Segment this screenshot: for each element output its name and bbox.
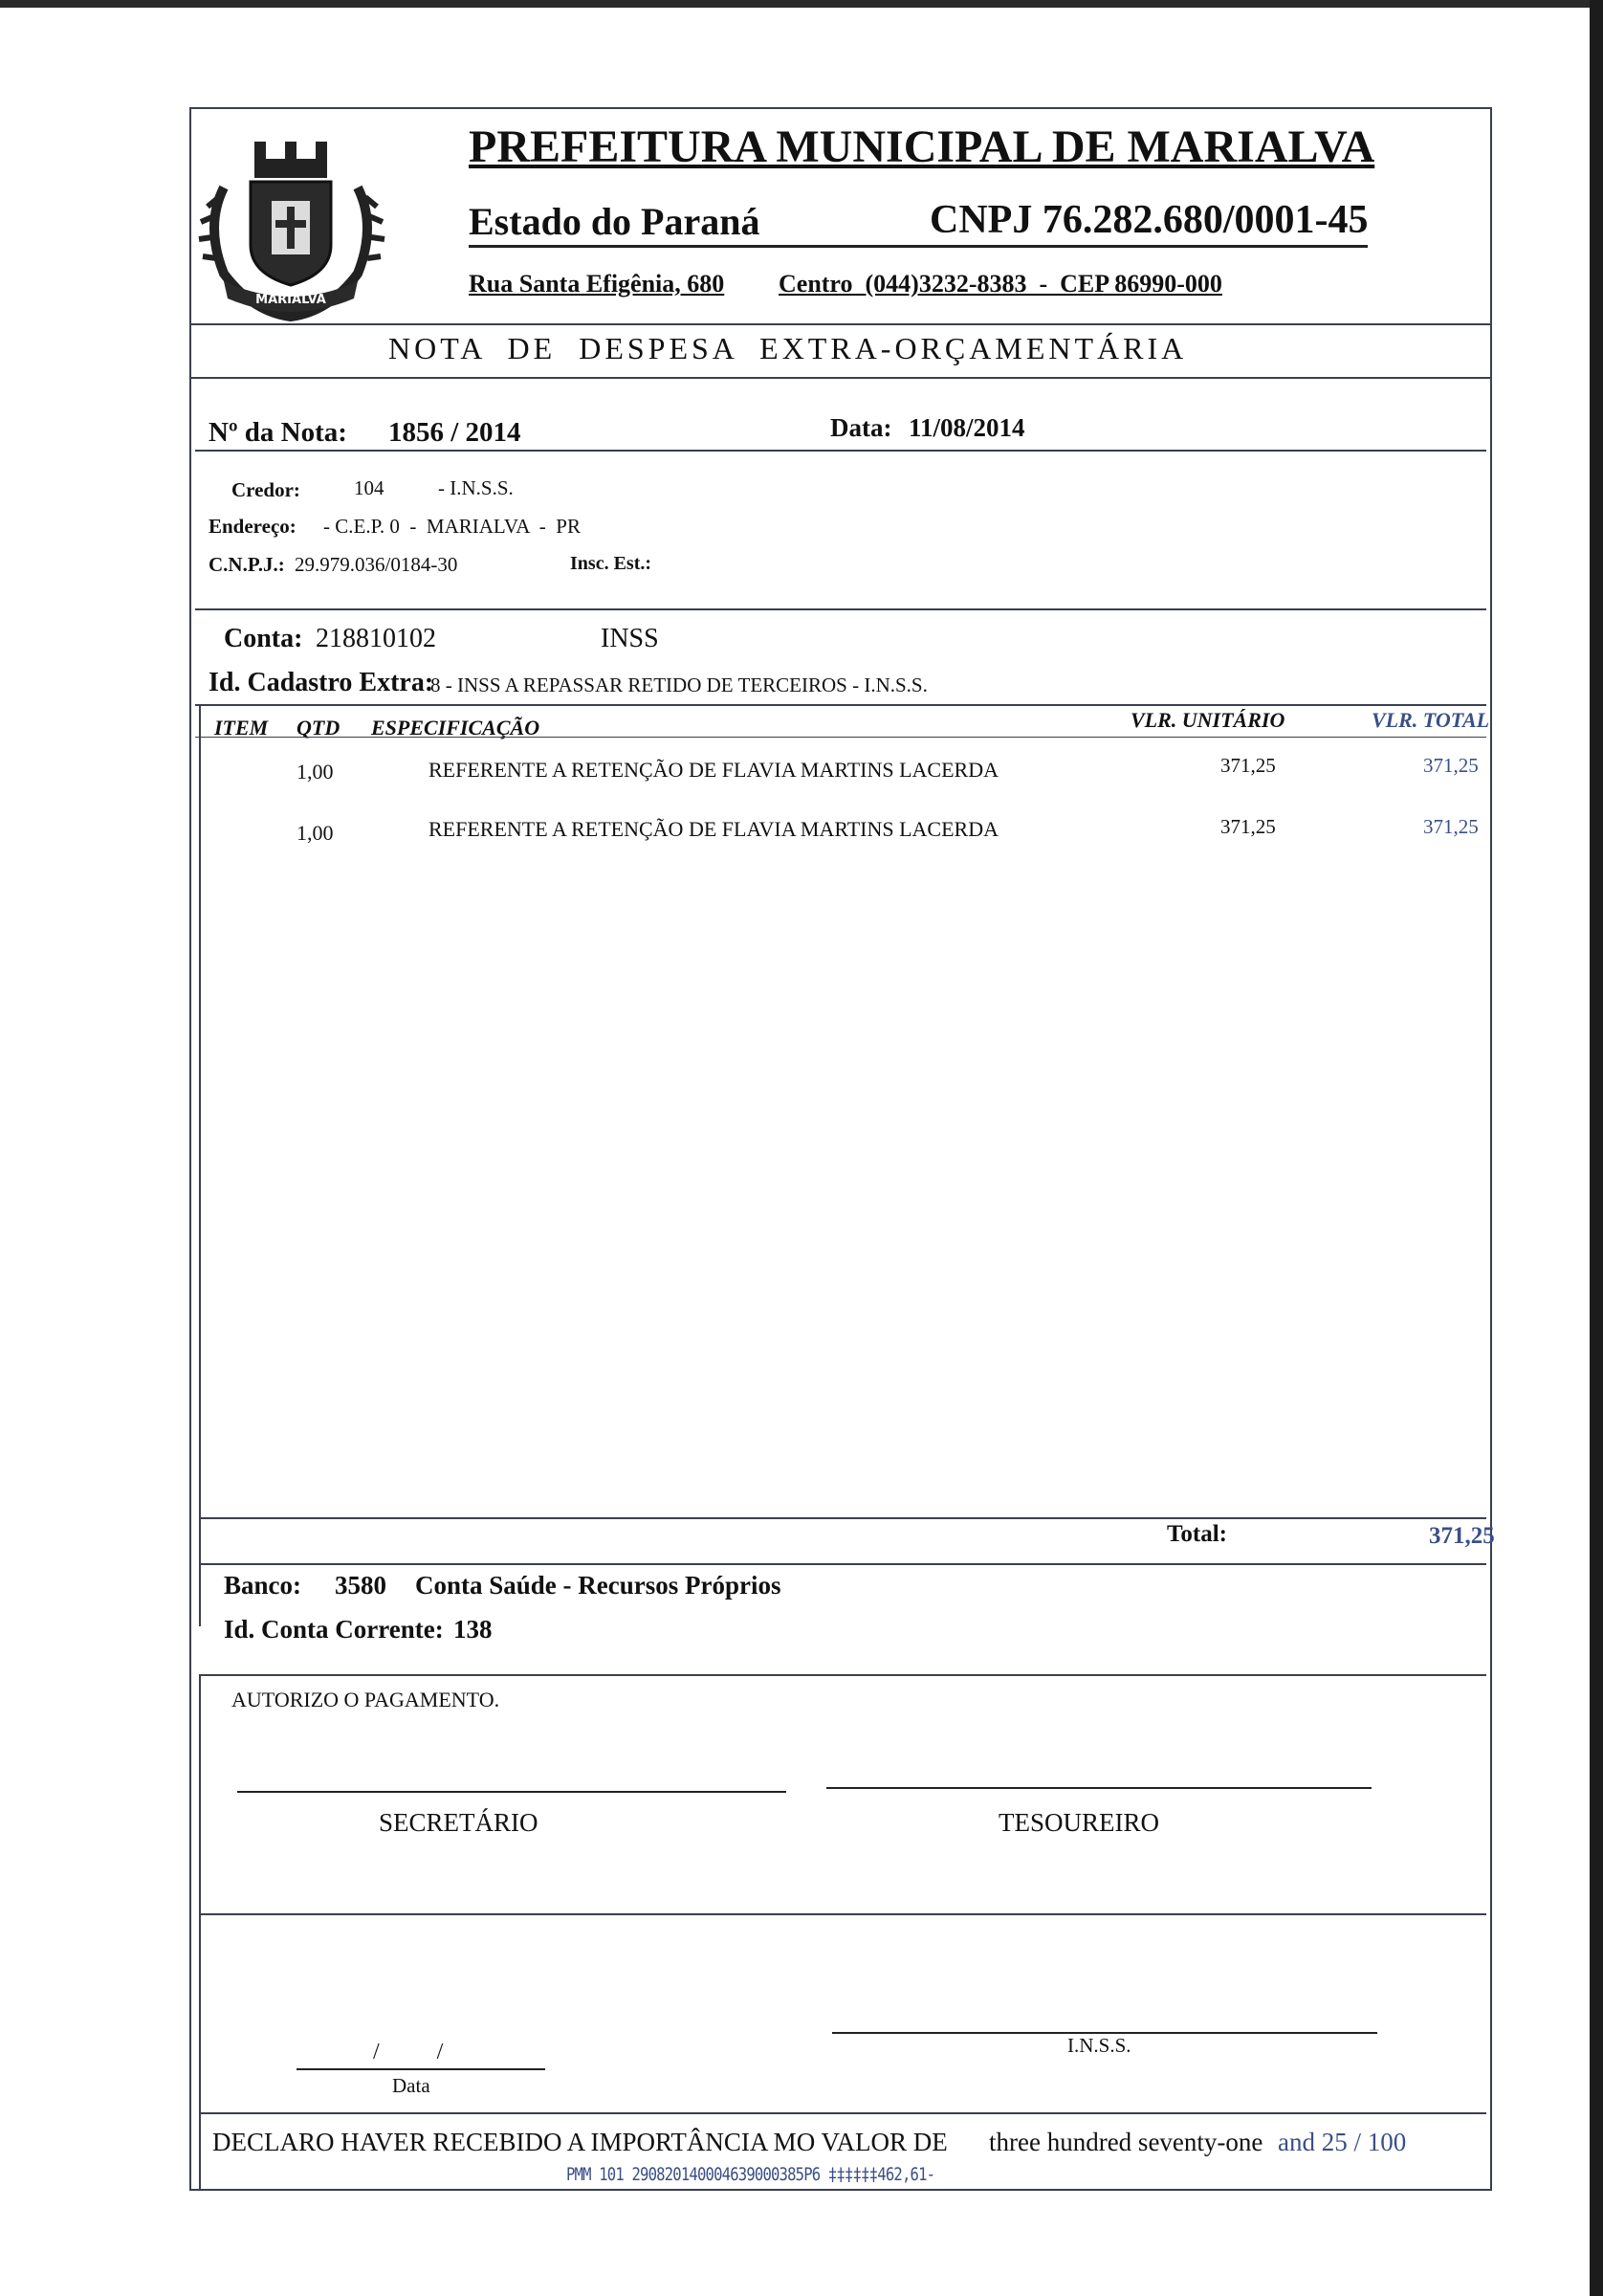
divider-note (195, 450, 1486, 452)
secretario-label: SECRETÁRIO (379, 1808, 538, 1837)
total-value: 371,25 (1429, 1523, 1495, 1549)
header-underline (469, 245, 1368, 248)
row-spec: REFERENTE A RETENÇÃO DE FLAVIA MARTINS LACERDA (428, 758, 999, 782)
address-contact: Centro (044)3232-8383 - CEP 86990-000 (779, 270, 1222, 298)
note-number: 1856 / 2014 (388, 417, 521, 448)
scan-edge-right (1590, 0, 1603, 2296)
banco-number: 3580 (335, 1571, 386, 1600)
divider-title-top (189, 323, 1492, 325)
divider-title-bottom (189, 377, 1492, 379)
row-spec: REFERENTE A RETENÇÃO DE FLAVIA MARTINS LACERDA (428, 817, 999, 841)
cnpj-header: CNPJ 76.282.680/0001-45 (930, 198, 1369, 242)
crest-label: MARIALVA (255, 293, 326, 307)
receipt-date-slashes: / / (373, 2040, 444, 2064)
receipt-date-line[interactable] (296, 2068, 545, 2070)
note-number-label: Nº da Nota: (209, 417, 347, 448)
municipality-title: PREFEITURA MUNICIPAL DE MARIALVA (469, 121, 1375, 172)
tesoureiro-signature-line[interactable] (826, 1787, 1372, 1789)
table-header-line (195, 737, 1486, 738)
table-top-line (195, 704, 1486, 706)
conta-number: 218810102 (316, 624, 436, 653)
creditor-cnpj: 29.979.036/0184-30 (295, 553, 458, 576)
divider-total-bottom (199, 1563, 1486, 1565)
municipal-crest-icon (195, 121, 386, 331)
declaration-text: DECLARO HAVER RECEBIDO A IMPORTÂNCIA MO VALOR DE (212, 2128, 948, 2156)
endereco-label: Endereço: (209, 515, 296, 538)
authentication-stamp: PMM 101 290820140004639000385P6 ‡‡‡‡‡‡462,61- (566, 2164, 935, 2185)
items-left-border (199, 704, 201, 1626)
conta-label: Conta: (224, 624, 303, 653)
cnpj-label: C.N.P.J.: (209, 553, 285, 576)
divider-authorization (199, 1913, 1486, 1915)
row-qtd: 1,00 (296, 821, 334, 845)
banco-label: Banco: (224, 1571, 301, 1600)
secretario-signature-line[interactable] (237, 1791, 786, 1793)
tesoureiro-label: TESOUREIRO (999, 1808, 1159, 1837)
conta-corrente-value: 138 (453, 1615, 493, 1644)
header-unit-value: VLR. UNITÁRIO (1131, 708, 1285, 732)
receipt-signer: I.N.S.S. (1067, 2034, 1131, 2057)
endereco-value: - C.E.P. 0 - MARIALVA - PR (323, 515, 581, 538)
state-name: Estado do Paraná (469, 200, 760, 243)
scan-edge-top (0, 0, 1603, 8)
conta-corrente-label: Id. Conta Corrente: (224, 1615, 444, 1644)
divider-total-top (199, 1517, 1486, 1519)
header-total-value: VLR. TOTAL (1372, 708, 1490, 732)
divider-bank (199, 1674, 1486, 1676)
note-date: 11/08/2014 (909, 413, 1025, 442)
declaration-amount-words: three hundred seventy-one (989, 2128, 1263, 2156)
divider-creditor (195, 608, 1486, 610)
header-item: ITEM (214, 716, 269, 740)
row-qtd: 1,00 (296, 760, 334, 784)
expense-note-form (189, 107, 1495, 2191)
receipt-date-label: Data (392, 2074, 430, 2097)
insc-est-label: Insc. Est.: (570, 553, 652, 574)
note-date-label: Data: (830, 413, 892, 442)
credor-code: 104 (354, 476, 384, 499)
credor-name: - I.N.S.S. (438, 476, 514, 499)
header-spec: ESPECIFICAÇÃO (371, 716, 540, 740)
conta-name: INSS (601, 624, 659, 653)
credor-label: Credor: (231, 478, 300, 501)
address-street: Rua Santa Efigênia, 680 (469, 270, 725, 298)
document-title: NOTA DE DESPESA EXTRA-ORÇAMENTÁRIA (388, 331, 1188, 365)
row-unit-value: 371,25 (1220, 754, 1276, 777)
banco-name: Conta Saúde - Recursos Próprios (415, 1571, 781, 1600)
cadastro-extra-value: 8 - INSS A REPASSAR RETIDO DE TERCEIROS - I.N.S.S. (430, 673, 928, 696)
row-total-value: 371,25 (1423, 815, 1479, 838)
row-total-value: 371,25 (1423, 754, 1479, 777)
header-qtd: QTD (296, 716, 340, 740)
divider-receipt (199, 2112, 1486, 2114)
authorization-text: AUTORIZO O PAGAMENTO. (231, 1688, 500, 1711)
declaration-amount-suffix: and 25 / 100 (1278, 2128, 1407, 2156)
total-label: Total: (1167, 1521, 1227, 1547)
cadastro-extra-label: Id. Cadastro Extra: (209, 668, 434, 697)
row-unit-value: 371,25 (1220, 815, 1276, 838)
